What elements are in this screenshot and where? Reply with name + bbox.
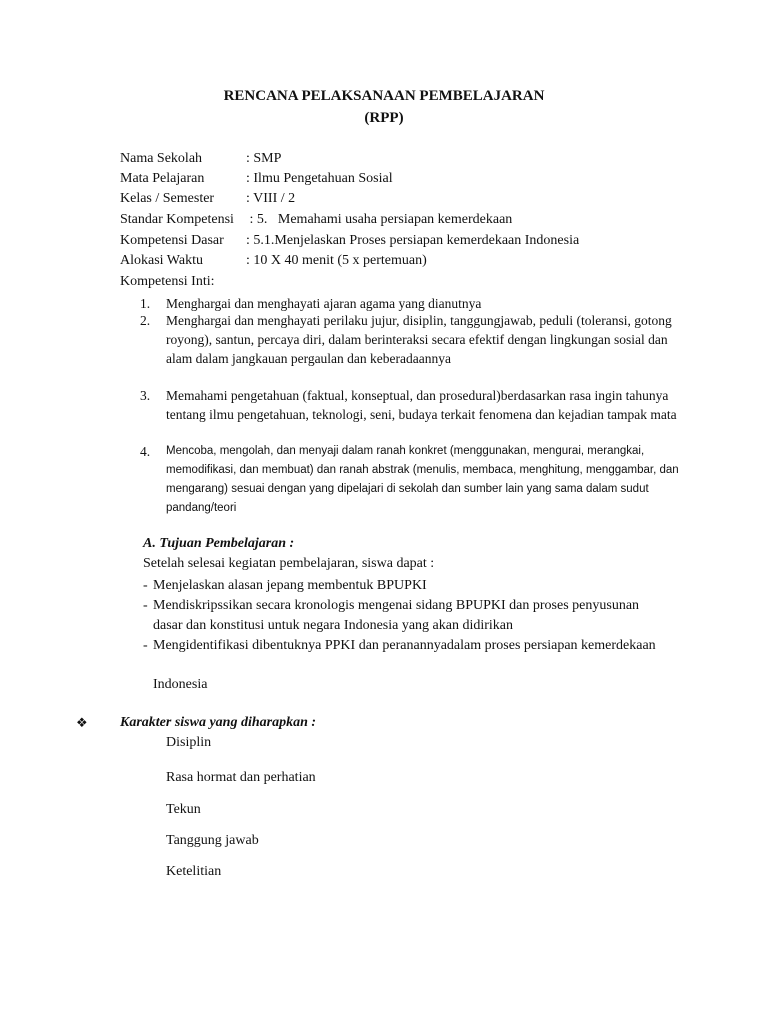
kompetensi-inti-item (140, 442, 680, 518)
karakter-item: Disiplin (166, 735, 212, 750)
document-title: RENCANA PELAKSANAAN PEMBELAJARAN (223, 88, 545, 104)
item-number: 4. (140, 444, 151, 459)
kompetensi-inti-item (140, 386, 680, 424)
item-text: Mencoba, mengolah, dan menyaji dalam ranah konkret (menggunakan, mengurai, merangkai, memodifikasi, dan membuat) dan ranah abstrak (menulis, membaca, menghitung, menggambar, dan mengarang) sesuai dengan yang dipelajari di sekolah dan sumber lain yang sama dalam sudut pandang/teori (166, 445, 679, 514)
item-number: 3. (140, 388, 151, 403)
dash-bullet: - (143, 598, 148, 613)
info-row-kompetensi-dasar (120, 233, 579, 249)
dash-bullet: - (143, 638, 148, 653)
item-number: 2. (140, 313, 151, 328)
info-value: : Ilmu Pengetahuan Sosial (246, 171, 393, 186)
info-label: Standar Kompetensi (120, 212, 234, 227)
info-label: Mata Pelajaran (120, 171, 205, 186)
tujuan-item (143, 596, 663, 636)
info-label: Nama Sekolah (120, 151, 203, 166)
info-value: : 10 X 40 menit (5 x pertemuan) (246, 253, 427, 268)
karakter-item: Rasa hormat dan perhatian (166, 770, 316, 785)
info-value: : SMP (246, 151, 282, 166)
info-row-alokasi-waktu (120, 253, 427, 269)
tujuan-item-text: Mengidentifikasi dibentuknya PPKI dan peranannyadalam proses persiapan kemerdekaan (153, 638, 656, 653)
tujuan-item (143, 636, 663, 656)
kompetensi-inti-item (140, 311, 680, 368)
tujuan-heading: A. Tujuan Pembelajaran : (143, 536, 295, 551)
tujuan-item-text: Mendiskripssikan secara kronologis mengenai sidang BPUPKI dan proses penyusunan dasar dan konstitusi untuk negara Indonesia yang akan didirikan (153, 598, 640, 633)
tujuan-intro: Setelah selesai kegiatan pembelajaran, siswa dapat : (143, 556, 435, 571)
info-label: Alokasi Waktu (120, 253, 203, 268)
tujuan-item-text: Menjelaskan alasan jepang membentuk BPUPKI (153, 578, 427, 593)
info-row-standar-kompetensi (120, 212, 512, 228)
karakter-item: Ketelitian (166, 864, 222, 879)
info-row-mata-pelajaran (120, 171, 393, 187)
info-row-nama-sekolah (120, 151, 281, 167)
tujuan-trailing-text: Indonesia (153, 677, 208, 692)
document-subtitle: (RPP) (364, 110, 404, 126)
info-value: : 5. Memahami usaha persiapan kemerdekaan (246, 212, 513, 227)
item-number: 1. (140, 296, 151, 311)
info-value: : 5.1.Menjelaskan Proses persiapan kemerdekaan Indonesia (246, 233, 580, 248)
item-text: Menghargai dan menghayati perilaku jujur, disiplin, tanggungjawab, peduli (toleransi, gotong royong), santun, percaya diri, dalam berinteraksi secara efektif dengan lingkungan sosial dan alam dalam jangkauan pergaulan dan keberadaannya (166, 313, 672, 366)
karakter-item: Tanggung jawab (166, 833, 259, 848)
diamond-bullet-icon: ❖ (76, 715, 88, 730)
tujuan-item (143, 576, 663, 596)
dash-bullet: - (143, 578, 148, 593)
karakter-heading: Karakter siswa yang diharapkan : (120, 715, 317, 730)
item-text: Memahami pengetahuan (faktual, konseptual, dan prosedural)berdasarkan rasa ingin tahunya tentang ilmu pengetahuan, teknologi, seni, budaya terkait fenomena dan kejadian tampak mata (166, 388, 677, 422)
info-label: Kompetensi Dasar (120, 233, 224, 248)
karakter-item: Tekun (166, 802, 201, 817)
info-row-kelas-semester (120, 191, 295, 207)
info-label: Kelas / Semester (120, 191, 215, 206)
kompetensi-inti-heading: Kompetensi Inti: (120, 274, 215, 289)
info-value: : VIII / 2 (246, 191, 296, 206)
item-text: Menghargai dan menghayati ajaran agama yang dianutnya (166, 296, 482, 311)
